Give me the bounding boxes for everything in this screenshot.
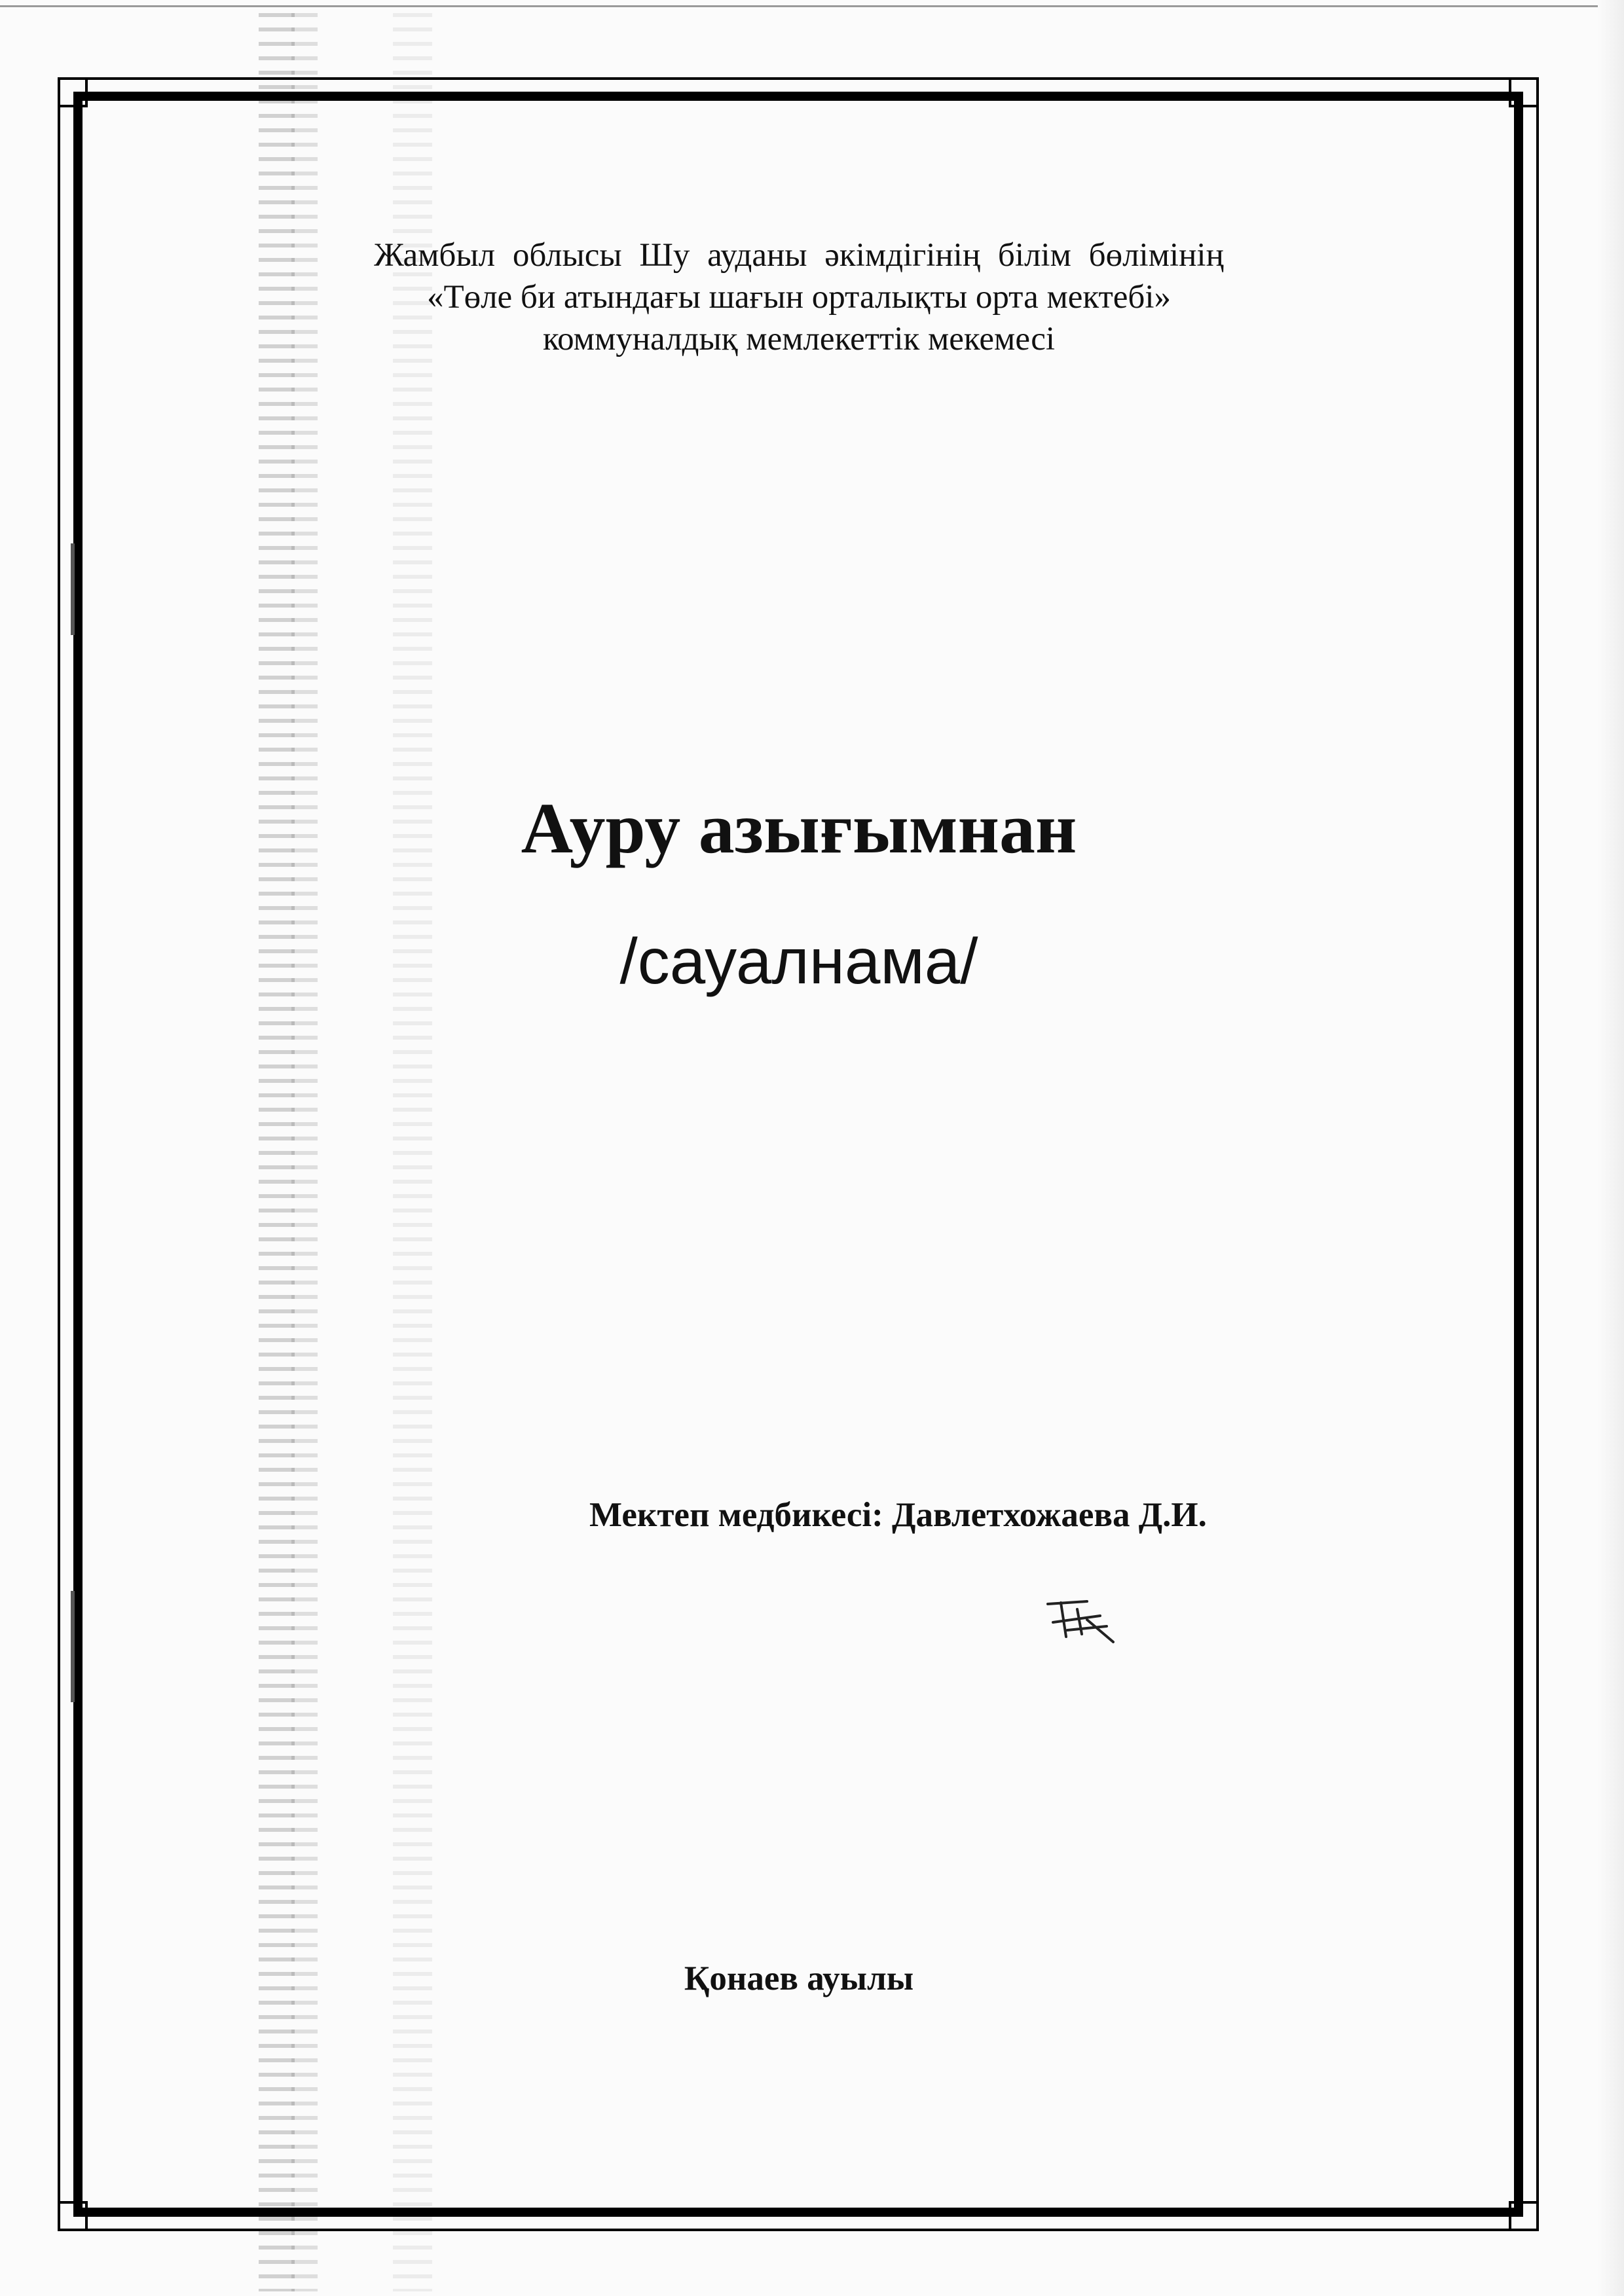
border-corner (58, 2201, 88, 2231)
border-corner (58, 77, 88, 107)
header-line-3: коммуналдық мемлекеттік мекемесі (542, 321, 1056, 357)
document-title: Ауру азығымнан (521, 788, 1077, 868)
place-name: Қонаев ауылы (684, 1959, 914, 1997)
border-corner (1509, 77, 1539, 107)
page-border-inner (73, 92, 1523, 2217)
border-corner (1509, 2201, 1539, 2231)
header-line-2: «Төле би атындағы шағын орталықты орта мектебі» (426, 279, 1172, 316)
institution-header (236, 234, 1362, 360)
scan-edge-shadow (1598, 0, 1624, 2296)
handwritten-signature (1041, 1596, 1120, 1652)
author-line: Мектеп медбикесі: Давлетхожаева Д.И. (589, 1496, 1207, 1534)
document-subtitle: /сауалнама/ (619, 925, 978, 997)
binder-mark (71, 543, 75, 635)
scan-edge-line (0, 5, 1624, 7)
header-line-1: Жамбыл облысы Шу ауданы әкімдігінің білім бөлімінің (374, 237, 1224, 274)
binder-mark (71, 1591, 75, 1702)
